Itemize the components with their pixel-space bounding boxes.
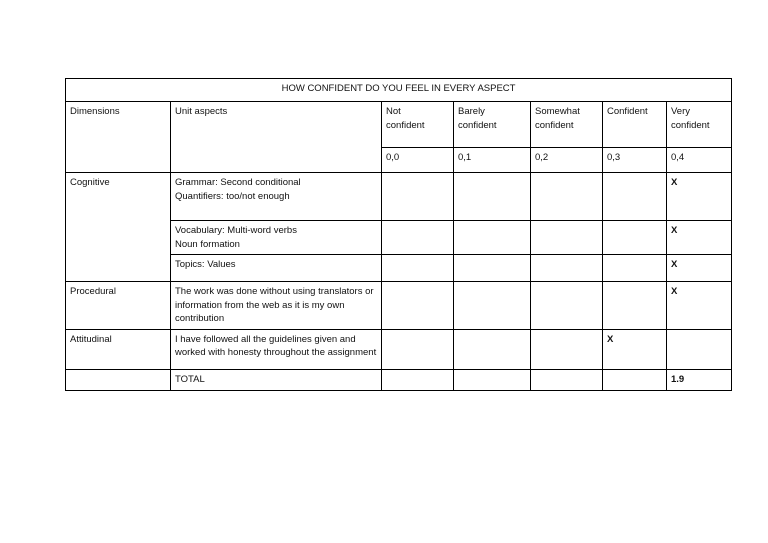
header-level-confident: Confident xyxy=(603,102,667,148)
mark-cell xyxy=(382,255,454,282)
total-label: TOTAL xyxy=(171,369,382,390)
header-level-barely-confident: Barely confident xyxy=(454,102,531,148)
header-dimensions: Dimensions xyxy=(66,102,171,173)
mark-cell xyxy=(531,255,603,282)
header-value: 0,1 xyxy=(454,148,531,173)
confidence-table xyxy=(65,78,732,391)
mark-cell: X xyxy=(667,221,732,255)
mark-cell: X xyxy=(603,329,667,369)
header-value: 0,2 xyxy=(531,148,603,173)
header-value: 0,0 xyxy=(382,148,454,173)
table-row xyxy=(66,282,732,330)
mark-cell: X xyxy=(667,282,732,330)
mark-cell xyxy=(382,221,454,255)
aspect-cell: Grammar: Second conditional Quantifiers: too/not enough xyxy=(171,173,382,221)
mark-cell xyxy=(382,329,454,369)
header-level-somewhat-confident: Somewhat confident xyxy=(531,102,603,148)
dimension-cell: Cognitive xyxy=(66,173,171,282)
aspect-cell: Vocabulary: Multi-word verbs Noun formation xyxy=(171,221,382,255)
table-title: HOW CONFIDENT DO YOU FEEL IN EVERY ASPECT xyxy=(66,79,732,102)
mark-cell xyxy=(454,255,531,282)
dimension-cell: Procedural xyxy=(66,282,171,330)
aspect-cell: The work was done without using translators or information from the web as it is my own contribution xyxy=(171,282,382,330)
total-empty-cell xyxy=(382,369,454,390)
mark-cell xyxy=(454,221,531,255)
total-empty-cell xyxy=(603,369,667,390)
mark-cell: X xyxy=(667,255,732,282)
mark-cell xyxy=(454,282,531,330)
mark-cell xyxy=(454,329,531,369)
header-level-very-confident: Very confident xyxy=(667,102,732,148)
total-empty-cell xyxy=(531,369,603,390)
total-empty-cell xyxy=(454,369,531,390)
mark-cell xyxy=(531,173,603,221)
header-value: 0,3 xyxy=(603,148,667,173)
aspect-cell: Topics: Values xyxy=(171,255,382,282)
mark-cell xyxy=(603,282,667,330)
header-unit-aspects: Unit aspects xyxy=(171,102,382,173)
mark-cell xyxy=(531,221,603,255)
mark-cell xyxy=(382,173,454,221)
mark-cell xyxy=(603,173,667,221)
mark-cell: X xyxy=(667,173,732,221)
mark-cell xyxy=(382,282,454,330)
table-row xyxy=(66,173,732,221)
total-row xyxy=(66,369,732,390)
mark-cell xyxy=(667,329,732,369)
table-row xyxy=(66,329,732,369)
aspect-cell: I have followed all the guidelines given and worked with honesty throughout the assignment xyxy=(171,329,382,369)
mark-cell xyxy=(603,255,667,282)
header-level-not-confident: Not confident xyxy=(382,102,454,148)
mark-cell xyxy=(531,329,603,369)
header-value: 0,4 xyxy=(667,148,732,173)
mark-cell xyxy=(603,221,667,255)
dimension-cell: Attitudinal xyxy=(66,329,171,369)
mark-cell xyxy=(531,282,603,330)
total-empty-cell xyxy=(66,369,171,390)
mark-cell xyxy=(454,173,531,221)
total-value: 1.9 xyxy=(667,369,732,390)
